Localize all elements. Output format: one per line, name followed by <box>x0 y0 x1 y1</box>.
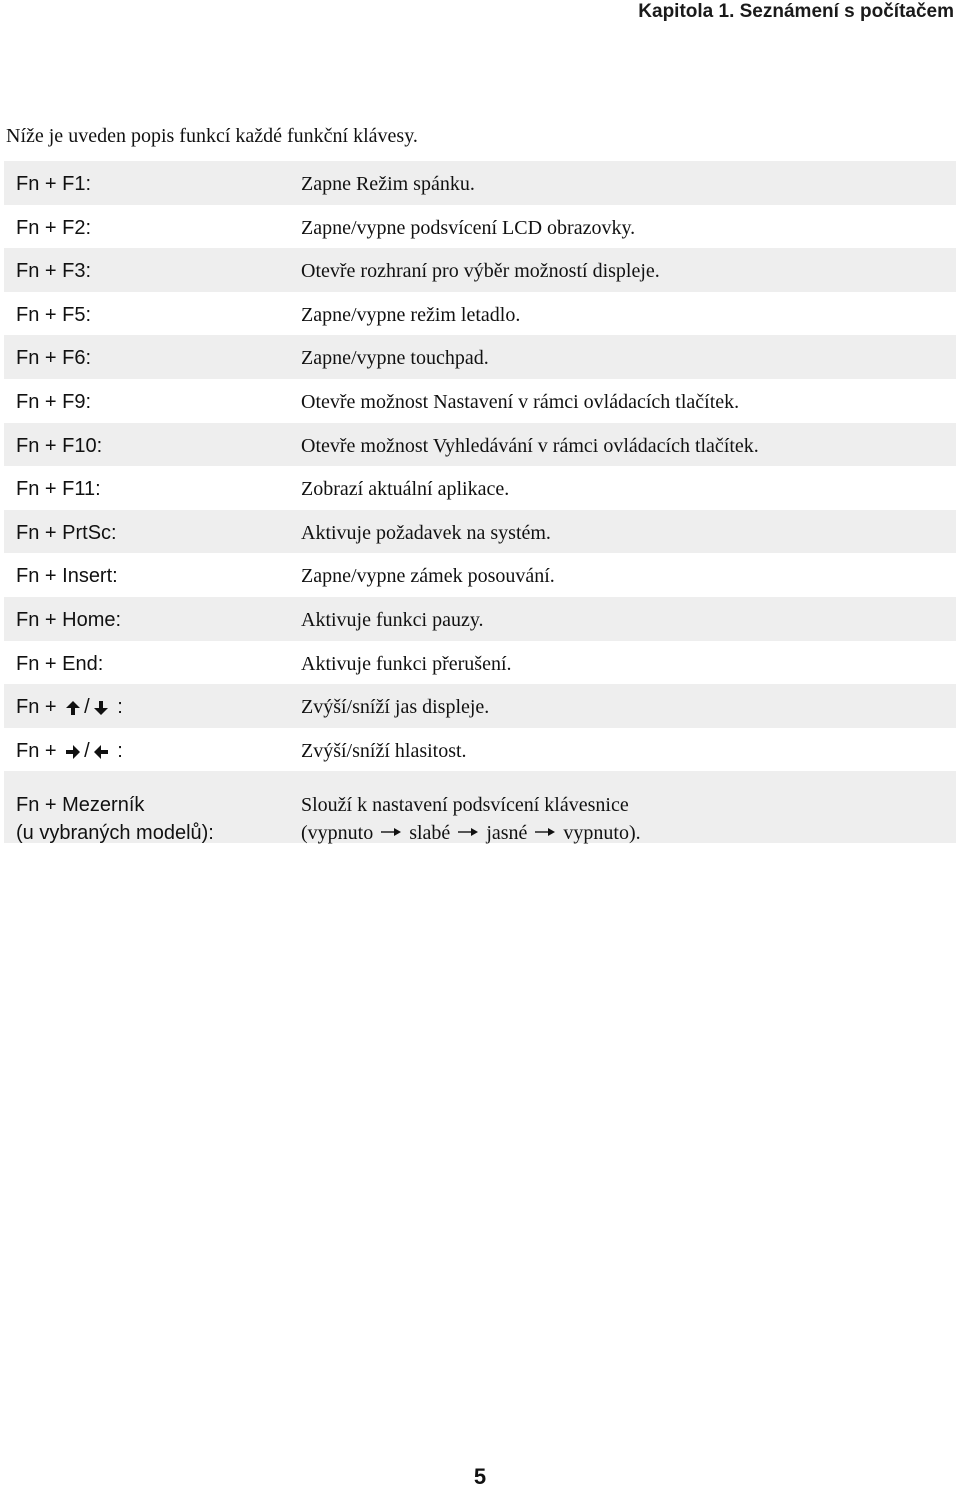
key-description: Zvýší/sníží jas displeje. <box>301 696 490 719</box>
key-separator: / <box>84 739 90 762</box>
arrow-down-icon <box>93 700 109 716</box>
key-description: Aktivuje požadavek na systém. <box>301 521 551 544</box>
key-combo: Fn + Insert: <box>16 565 118 588</box>
key-combo: Fn + F10: <box>16 434 103 457</box>
table-row <box>4 205 956 249</box>
key-description: Zapne/vypne zámek posouvání. <box>301 565 555 588</box>
key-description: Zapne/vypne touchpad. <box>301 347 489 370</box>
key-combo <box>4 791 301 847</box>
key-combo: Fn + F3: <box>16 260 92 283</box>
table-row <box>4 597 956 641</box>
table-row <box>4 771 956 843</box>
right-arrow-icon <box>457 826 479 838</box>
key-suffix: : <box>117 696 123 719</box>
backlight-state-bright: jasné <box>486 822 528 845</box>
key-description: Zvýší/sníží hlasitost. <box>301 739 467 762</box>
key-description <box>301 791 956 847</box>
key-suffix: : <box>117 739 123 762</box>
table-row <box>4 379 956 423</box>
key-combo: Fn + F9: <box>16 390 92 413</box>
key-description: Otevře rozhraní pro výběr možností displeje. <box>301 260 660 283</box>
table-row <box>4 292 956 336</box>
key-description: Otevře možnost Vyhledávání v rámci ovládacích tlačítek. <box>301 434 759 457</box>
arrow-left-icon <box>93 744 109 760</box>
key-description: Zobrazí aktuální aplikace. <box>301 478 510 501</box>
page-number: 5 <box>473 1464 487 1489</box>
key-combo <box>4 693 301 721</box>
table-row <box>4 553 956 597</box>
table-row <box>4 335 956 379</box>
key-description: Zapne/vypne režim letadlo. <box>301 303 521 326</box>
backlight-state-off: (vypnuto <box>301 822 374 845</box>
key-combo: Fn + F6: <box>16 347 92 370</box>
key-description: Otevře možnost Nastavení v rámci ovládacích tlačítek. <box>301 390 740 413</box>
chapter-header: Kapitola 1. Seznámení s počítačem <box>638 1 954 22</box>
key-combo: Fn + F11: <box>16 478 101 501</box>
table-row <box>4 423 956 467</box>
arrow-right-icon <box>65 744 81 760</box>
key-description: Zapne Režim spánku. <box>301 173 475 195</box>
table-row <box>4 510 956 554</box>
table-row <box>4 161 956 205</box>
description-line <box>301 819 956 847</box>
key-separator: / <box>84 696 90 719</box>
key-prefix: Fn + <box>16 696 57 719</box>
key-description: Aktivuje funkci přerušení. <box>301 652 512 675</box>
right-arrow-icon <box>380 826 402 838</box>
backlight-state-off-end: vypnuto). <box>563 822 641 845</box>
backlight-state-dim: slabé <box>409 822 451 845</box>
key-line: Fn + Mezerník <box>16 794 145 817</box>
function-key-table <box>4 161 956 843</box>
key-combo: Fn + F1: <box>16 173 92 195</box>
key-combo: Fn + F2: <box>16 216 92 239</box>
arrow-up-icon <box>65 700 81 716</box>
table-row <box>4 684 956 728</box>
key-combo: Fn + Home: <box>16 608 122 631</box>
key-line: (u vybraných modelů): <box>16 822 214 845</box>
key-description: Zapne/vypne podsvícení LCD obrazovky. <box>301 216 636 239</box>
key-combo <box>4 737 301 765</box>
key-prefix: Fn + <box>16 739 57 762</box>
table-row <box>4 248 956 292</box>
key-combo: Fn + F5: <box>16 303 92 326</box>
table-row <box>4 466 956 510</box>
key-description: Aktivuje funkci pauzy. <box>301 608 484 631</box>
table-row <box>4 641 956 685</box>
key-combo: Fn + End: <box>16 652 104 675</box>
right-arrow-icon <box>534 826 556 838</box>
table-row <box>4 728 956 772</box>
description-line: Slouží k nastavení podsvícení klávesnice <box>301 794 629 817</box>
key-combo: Fn + PrtSc: <box>16 521 117 544</box>
intro-text: Níže je uveden popis funkcí každé funkční klávesy. <box>6 125 418 147</box>
